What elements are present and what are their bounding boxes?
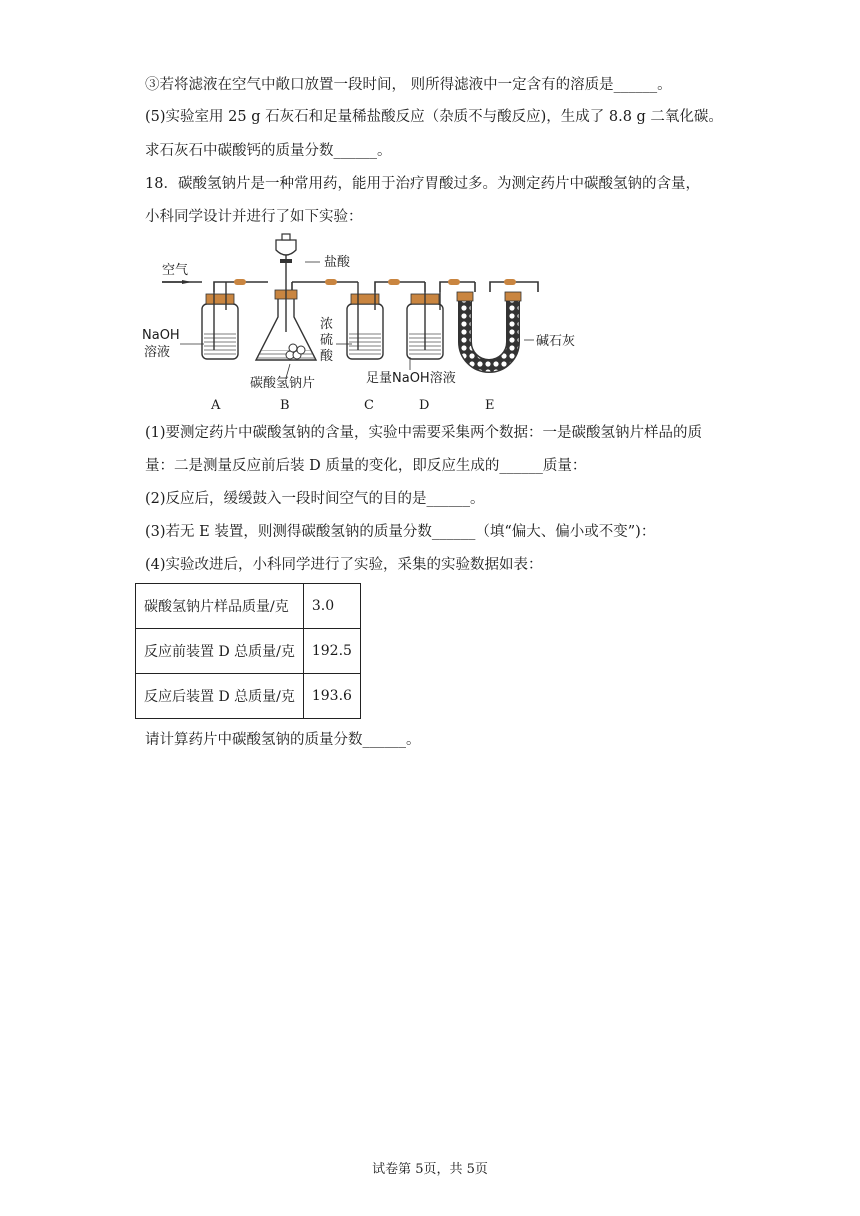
table-cell-label: 反应前装置 D 总质量/克 (136, 629, 304, 674)
label-tablet: 碳酸氢钠片 (250, 376, 316, 391)
question-18-title: 18．碳酸氢钠片是一种常用药，能用于治疗胃酸过多。为测定药片中碳酸氢钠的含量， (145, 176, 700, 192)
question-4: (4)实验改进后，小科同学进行了实验，采集的实验数据如表： (145, 557, 543, 573)
label-h2so4-1: 浓 (320, 317, 334, 332)
table-cell-value: 3.0 (303, 584, 360, 629)
experiment-apparatus-diagram (140, 232, 600, 417)
label-e: E (485, 398, 495, 413)
bottle-d (407, 292, 443, 359)
label-h2so4-3: 酸 (320, 349, 334, 364)
label-d: D (419, 398, 430, 413)
final-question: 请计算药片中碳酸氢钠的质量分数______。 (145, 732, 421, 748)
label-naoh-a-2: 溶液 (144, 345, 171, 360)
page-footer: 试卷第 5页，共 5页 (372, 1162, 488, 1177)
table-row (136, 629, 361, 674)
table-cell-label: 反应后装置 D 总质量/克 (136, 674, 304, 719)
table-cell-label: 碳酸氢钠片样品质量/克 (136, 584, 304, 629)
line-3: 求石灰石中碳酸钙的质量分数______。 (145, 143, 392, 159)
label-soda-lime: 碱石灰 (536, 334, 576, 349)
label-air: 空气 (162, 263, 189, 278)
line-2: (5)实验室用 25 g 石灰石和足量稀盐酸反应（杂质不与酸反应)，生成了 8.8 g 二氧化碳。 (145, 109, 723, 125)
line-5: 小科同学设计并进行了如下实验： (145, 209, 363, 225)
table-cell-value: 192.5 (303, 629, 360, 674)
question-1-line-1: (1)要测定药片中碳酸氢钠的含量，实验中需要采集两个数据：一是碳酸氢钠片样品的质 (145, 425, 703, 441)
label-naoh-a-1: NaOH (142, 328, 180, 343)
line-1: ③若将滤液在空气中敞口放置一段时间， 则所得滤液中一定含有的溶质是______。 (145, 77, 672, 93)
bottle-a (202, 282, 238, 359)
label-h2so4-2: 硫 (320, 333, 334, 348)
question-2: (2)反应后，缓缓鼓入一段时间空气的目的是______。 (145, 491, 485, 507)
table-row (136, 674, 361, 719)
table-cell-value: 193.6 (303, 674, 360, 719)
data-table (135, 583, 361, 719)
bottle-c (347, 282, 383, 359)
question-1-line-2: 量：二是测量反应前后装 D 质量的变化，即反应生成的______质量： (145, 458, 587, 474)
question-3: (3)若无 E 装置，则测得碳酸氢钠的质量分数______（填“偏大、偏小或不变”)： (145, 524, 656, 540)
label-c: C (364, 398, 374, 413)
u-tube-e (457, 292, 521, 366)
label-naoh-d: 足量NaOH溶液 (366, 371, 456, 386)
label-b: B (280, 398, 290, 413)
table-row (136, 584, 361, 629)
flask-b (256, 234, 316, 360)
label-a: A (211, 398, 221, 413)
label-hcl: 盐酸 (324, 255, 351, 270)
